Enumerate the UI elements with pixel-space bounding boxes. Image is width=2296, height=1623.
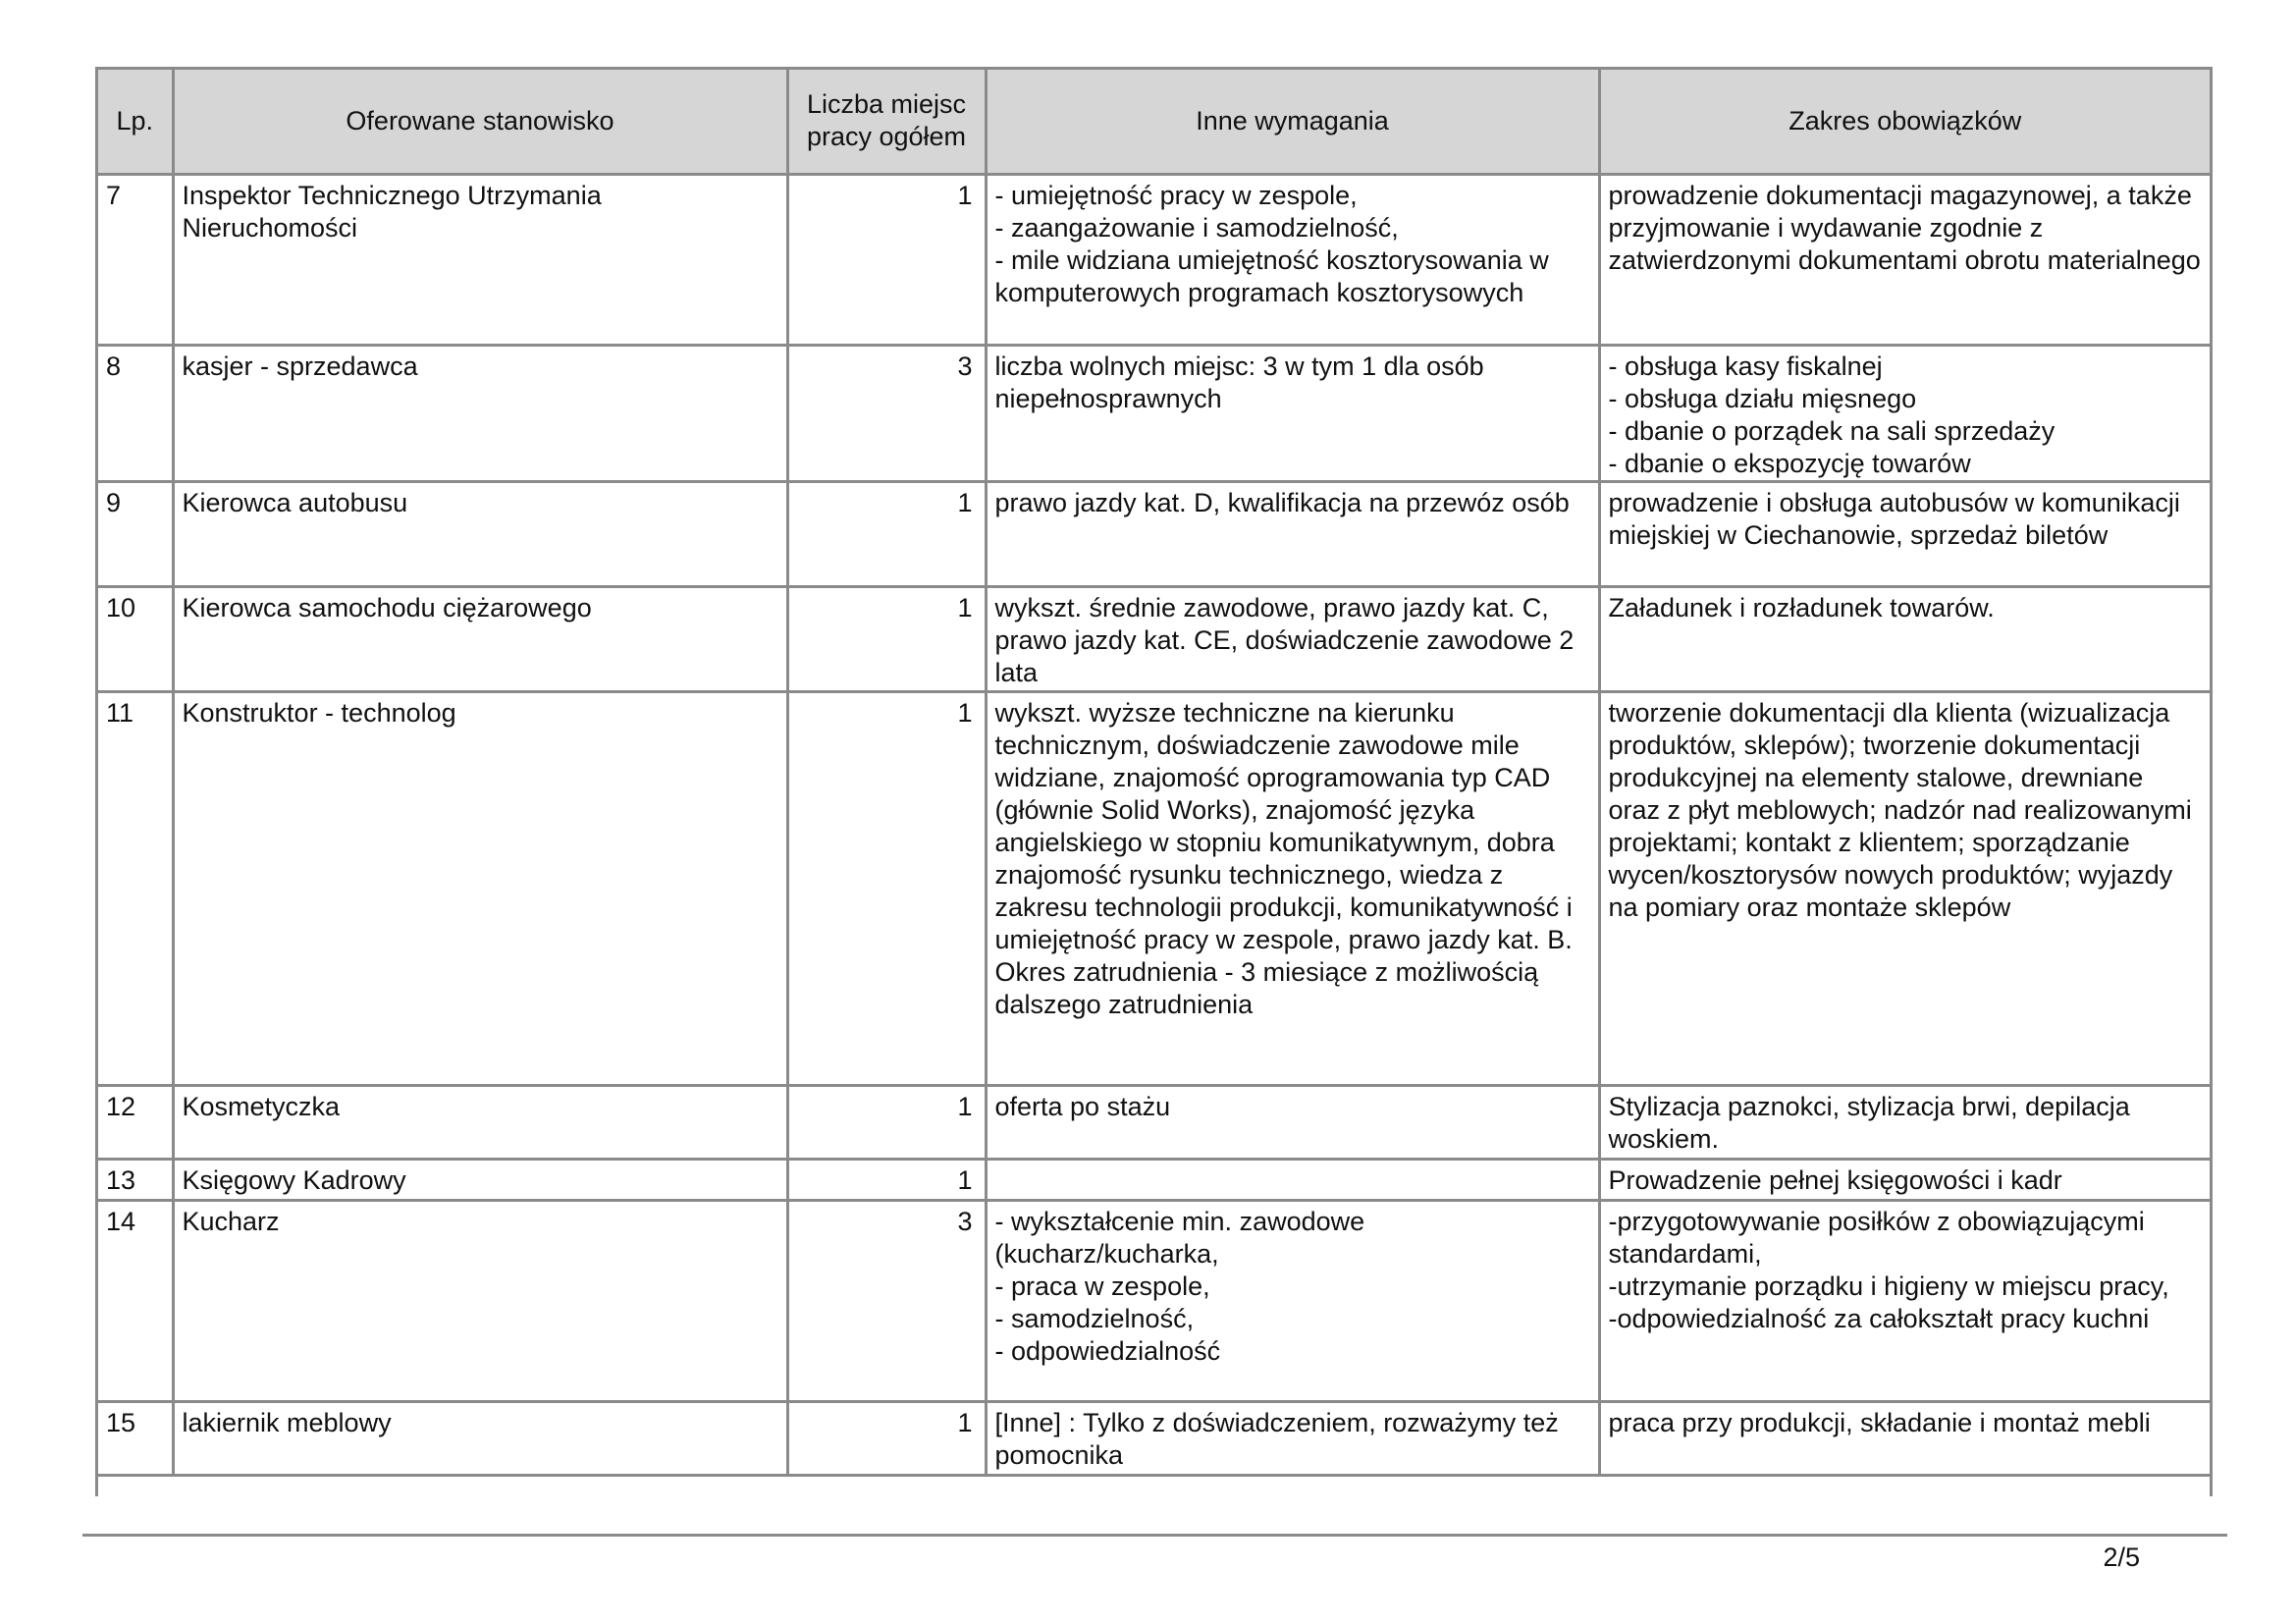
cell-duties: prowadzenie dokumentacji magazynowej, a także przyjmowanie i wydawanie zgodnie z zatwierdzonymi dokumentami obrotu materialnego [1599,174,2210,345]
cell-requirements: [Inne] : Tylko z doświadczeniem, rozważymy też pomocnika [986,1401,1599,1475]
job-offers-table [98,70,2210,1477]
cell-count: 1 [787,691,986,1085]
cell-duties: Stylizacja paznokci, stylizacja brwi, depilacja woskiem. [1599,1085,2210,1159]
page-number: 2/5 [2103,1542,2140,1572]
cell-requirements: prawo jazdy kat. D, kwalifikacja na przewóz osób [986,481,1599,586]
cell-requirements: - wykształcenie min. zawodowe (kucharz/kucharka, - praca w zespole, - samodzielność, - odpowiedzialność [986,1200,1599,1401]
cell-duties: Załadunek i rozładunek towarów. [1599,586,2210,691]
cell-duties: Prowadzenie pełnej księgowości i kadr [1599,1159,2210,1200]
cell-lp: 13 [98,1159,173,1200]
table-header-row [98,70,2210,174]
cell-position: Konstruktor - technolog [173,691,787,1085]
cell-duties: -przygotowywanie posiłków z obowiązującymi standardami, -utrzymanie porządku i higieny w miejscu pracy, -odpowiedzialność za całokształt pracy kuchni [1599,1200,2210,1401]
header-lp: Lp. [98,70,173,174]
cell-lp: 11 [98,691,173,1085]
cell-lp: 15 [98,1401,173,1475]
cell-count: 1 [787,1401,986,1475]
cell-duties: tworzenie dokumentacji dla klienta (wizualizacja produktów, sklepów); tworzenie dokumentacji produkcyjnej na elementy stalowe, drewniane oraz z płyt meblowych; nadzór nad realizowanymi projektami; kontakt z klientem; sporządzanie wycen/kosztorysów nowych produktów; wyjazdy na pomiary oraz montaże sklepów [1599,691,2210,1085]
cell-lp: 9 [98,481,173,586]
cell-requirements [986,1159,1599,1200]
cell-position: Księgowy Kadrowy [173,1159,787,1200]
cell-count: 1 [787,481,986,586]
cell-requirements: liczba wolnych miejsc: 3 w tym 1 dla osób niepełnosprawnych [986,345,1599,481]
table-row [98,1200,2210,1401]
cell-requirements: wykszt. wyższe techniczne na kierunku technicznym, doświadczenie zawodowe mile widziane, znajomość oprogramowania typ CAD (głównie Solid Works), znajomość języka angielskiego w stopniu komunikatywnym, dobra znajomość rysunku technicznego, wiedza z zakresu technologii produkcji, komunikatywność i umiejętność pracy w zespole, prawo jazdy kat. B. Okres zatrudnienia - 3 miesiące z możliwością dalszego zatrudnienia [986,691,1599,1085]
job-offers-table-frame [95,67,2213,1496]
page-footer-rule [82,1534,2227,1537]
cell-position: lakiernik meblowy [173,1401,787,1475]
cell-lp: 7 [98,174,173,345]
cell-count: 3 [787,1200,986,1401]
table-row [98,1401,2210,1475]
cell-lp: 8 [98,345,173,481]
cell-position: Inspektor Technicznego Utrzymania Nieruchomości [173,174,787,345]
table-row [98,481,2210,586]
table-row [98,691,2210,1085]
table-row [98,1159,2210,1200]
table-row [98,345,2210,481]
header-count: Liczba miejsc pracy ogółem [787,70,986,174]
cell-count: 1 [787,1085,986,1159]
cell-position: Kucharz [173,1200,787,1401]
cell-duties: - obsługa kasy fiskalnej - obsługa działu mięsnego - dbanie o porządek na sali sprzedaży - dbanie o ekspozycję towarów [1599,345,2210,481]
cell-lp: 14 [98,1200,173,1401]
table-row [98,174,2210,345]
table-row [98,1085,2210,1159]
cell-position: Kierowca samochodu ciężarowego [173,586,787,691]
cell-lp: 10 [98,586,173,691]
cell-requirements: wykszt. średnie zawodowe, prawo jazdy kat. C, prawo jazdy kat. CE, doświadczenie zawodowe 2 lata [986,586,1599,691]
cell-count: 1 [787,586,986,691]
cell-duties: praca przy produkcji, składanie i montaż mebli [1599,1401,2210,1475]
cell-requirements: - umiejętność pracy w zespole, - zaangażowanie i samodzielność, - mile widziana umiejętność kosztorysowania w komputerowych programach kosztorysowych [986,174,1599,345]
cell-duties: prowadzenie i obsługa autobusów w komunikacji miejskiej w Ciechanowie, sprzedaż biletów [1599,481,2210,586]
header-position: Oferowane stanowisko [173,70,787,174]
cell-position: kasjer - sprzedawca [173,345,787,481]
cell-count: 1 [787,174,986,345]
cell-lp: 12 [98,1085,173,1159]
header-duties: Zakres obowiązków [1599,70,2210,174]
cell-requirements: oferta po stażu [986,1085,1599,1159]
header-requirements: Inne wymagania [986,70,1599,174]
cell-count: 3 [787,345,986,481]
cell-position: Kosmetyczka [173,1085,787,1159]
cell-count: 1 [787,1159,986,1200]
cell-position: Kierowca autobusu [173,481,787,586]
table-row [98,586,2210,691]
